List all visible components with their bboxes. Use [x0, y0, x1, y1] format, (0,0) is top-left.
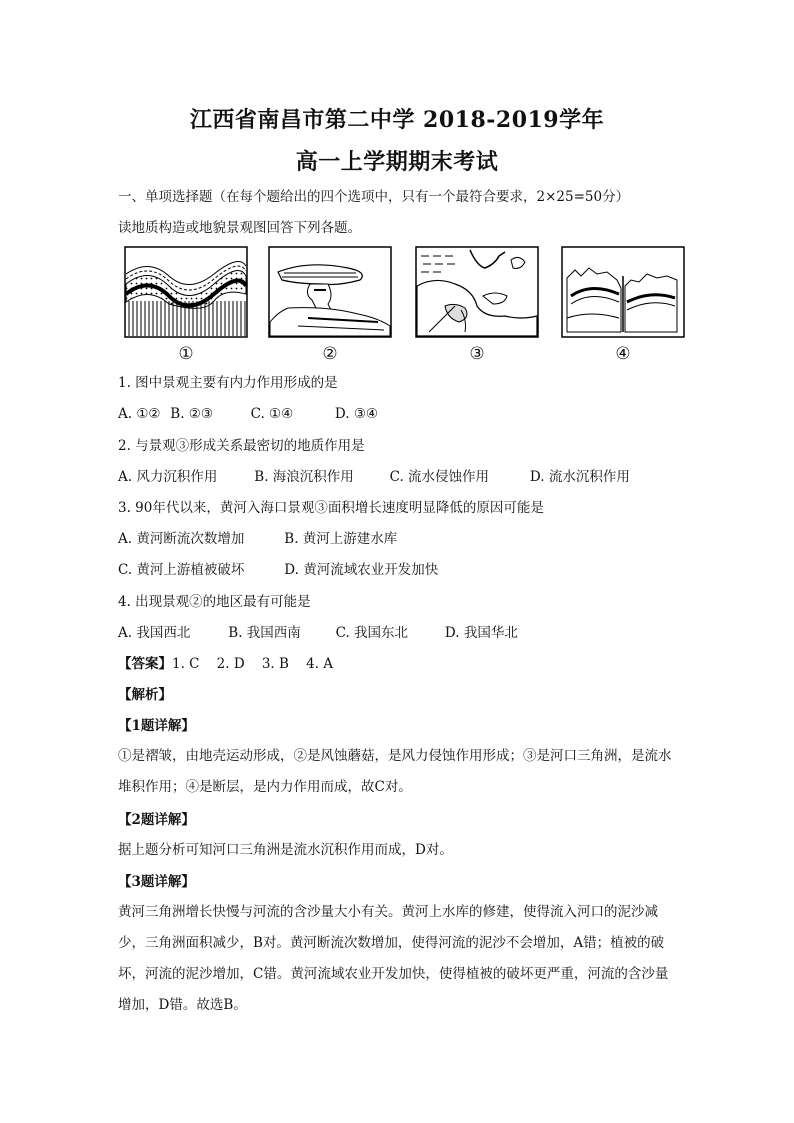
option-1c: C. ①④: [250, 406, 294, 422]
question-1-options: [118, 404, 694, 424]
question-1-stem: 1. 图中景观主要有内力作用形成的是: [118, 375, 338, 391]
figure-label-2: ②: [322, 344, 338, 364]
exam-title-line1: 江西省南昌市第二中学 2018-2019学年: [189, 107, 605, 133]
question-3-option-cd: [118, 560, 694, 580]
figure-mushroom-rock: [268, 246, 392, 338]
analysis-label: 【解析】: [118, 687, 172, 703]
option-4a: A. 我国西北: [118, 625, 191, 641]
detail-2-text: 据上题分析可知河口三角洲是流水沉积作用而成，D对。: [118, 842, 453, 858]
intro-text: 读地质构造或地貌景观图回答下列各题。: [118, 220, 361, 236]
option-3c: C. 黄河上游植被破坏: [118, 562, 245, 578]
detail-1-text: ①是褶皱，由地壳运动形成，②是风蚀蘑菇，是风力侵蚀作用形成；③是河口三角洲，是流水堆积作用；④是断层，是内力作用而成，故C对。: [118, 748, 672, 795]
figure-label-1: ①: [178, 344, 194, 364]
option-2c: C. 流水侵蚀作用: [389, 469, 490, 485]
question-2-stem: 2. 与景观③形成关系最密切的地质作用是: [118, 438, 365, 454]
option-3b: B. 黄河上游建水库: [284, 531, 398, 547]
option-4b: B. 我国西南: [228, 625, 301, 641]
detail-3-text: 黄河三角洲增长快慢与河流的含沙量大小有关。黄河上水库的修建，使得流入河口的泥沙减少，三角洲面积减少，B对。黄河断流次数增加，使得河流的泥沙不会增加，A错；植被的破坏，河流的泥沙增加，C错。黄河流域农业开发加快，使得植被的破坏更严重，河流的含沙量增加，D错。故选B。: [118, 904, 669, 1013]
option-2a: A. 风力沉积作用: [118, 469, 218, 485]
question-3-option-ab: [118, 529, 694, 549]
option-3a: A. 黄河断流次数增加: [118, 531, 245, 547]
detail-1-label: 【1题详解】: [118, 718, 195, 734]
option-1a: A. ①②: [118, 406, 161, 422]
detail-3-label: 【3题详解】: [118, 874, 195, 890]
option-4c: C. 我国东北: [335, 625, 409, 641]
option-2b: B. 海浪沉积作用: [254, 469, 354, 485]
question-3-stem: 3. 90年代以来，黄河入海口景观③面积增长速度明显降低的原因可能是: [118, 500, 544, 516]
question-4-stem: 4. 出现景观②的地区最有可能是: [118, 594, 311, 610]
exam-title-line2: 高一上学期期末考试: [295, 149, 499, 175]
answer-line: [118, 654, 694, 674]
question-2-options: [118, 467, 694, 487]
detail-2-label: 【2题详解】: [118, 812, 195, 828]
answer-values: 1. C 2. D 3. B 4. A: [172, 656, 334, 672]
option-2d: D. 流水沉积作用: [529, 469, 630, 485]
option-3d: D. 黄河流域农业开发加快: [284, 562, 439, 578]
figure-fault: [561, 246, 685, 338]
option-1d: D. ③④: [334, 406, 379, 422]
section-heading: 一、单项选择题（在每个题给出的四个选项中，只有一个最符合要求，2×25=50分）: [118, 189, 630, 205]
figure-label-3: ③: [469, 344, 485, 364]
option-4d: D. 我国华北: [444, 625, 518, 641]
figure-fold: [124, 246, 248, 338]
question-4-options: [118, 623, 694, 643]
option-1b: B. ②③: [170, 406, 214, 422]
figure-river-delta: [415, 246, 539, 338]
figure-label-4: ④: [615, 344, 631, 364]
answer-label: 【答案】: [118, 656, 172, 672]
